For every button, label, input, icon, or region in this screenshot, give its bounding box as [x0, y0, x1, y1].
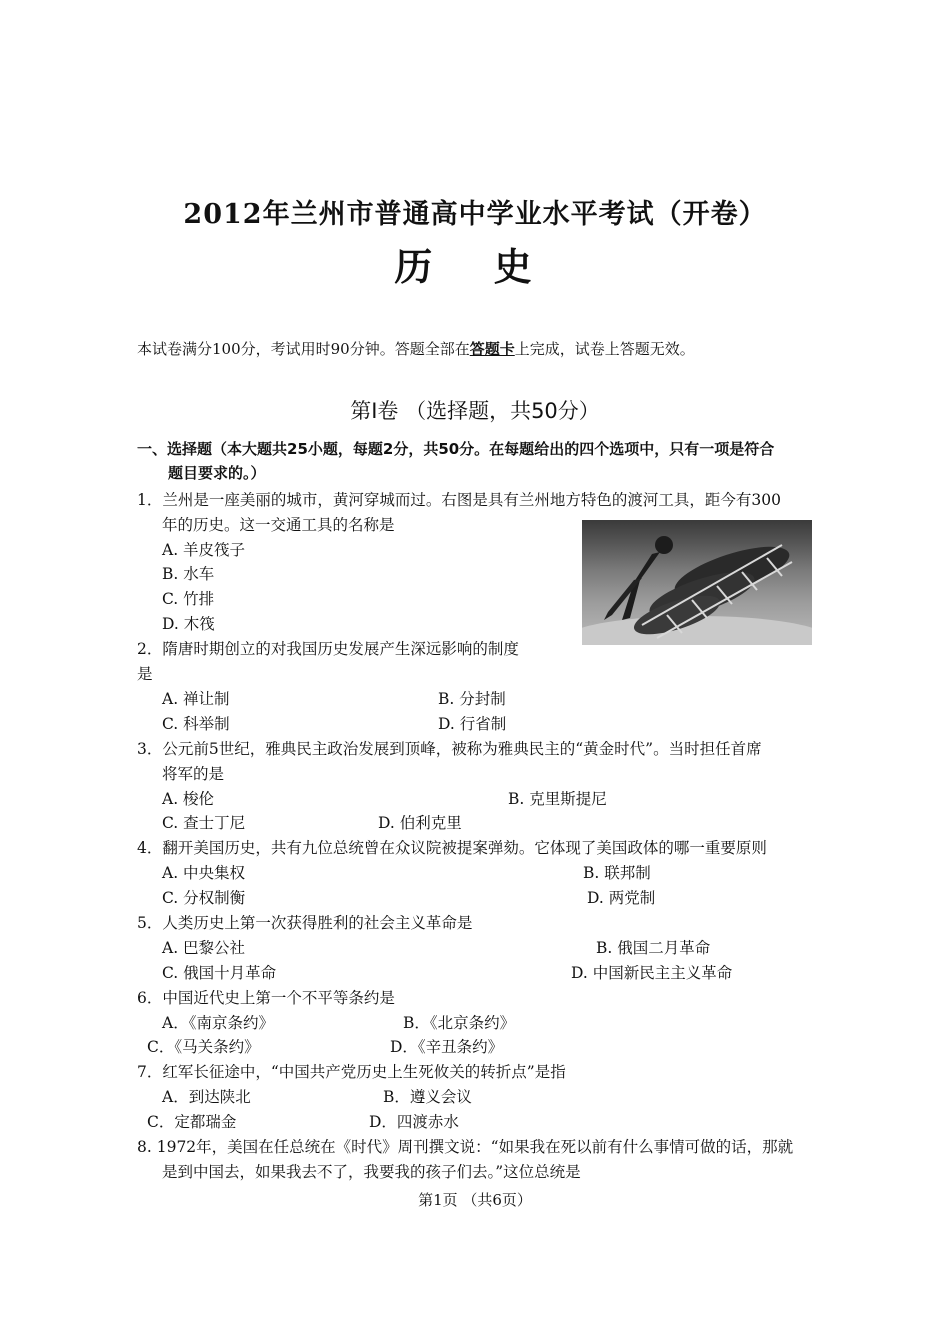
note-text-before: 本试卷满分100分，考试用时90分钟。答题全部在 [137, 340, 470, 358]
question-2-line1: 2．隋唐时期创立的对我国历史发展产生深远影响的制度 [137, 640, 519, 658]
question-5-option-a: A. 巴黎公社 [162, 939, 246, 957]
question-4-option-c: C. 分权制衡 [162, 889, 246, 907]
question-7-line1: 7．红军长征途中，“中国共产党历史上生死攸关的转折点”是指 [137, 1063, 566, 1081]
question-7-option-a: A．到达陕北 [162, 1088, 251, 1106]
question-7-option-d: D．四渡赤水 [369, 1113, 459, 1131]
question-3-option-b: B. 克里斯提尼 [508, 790, 607, 808]
question-3-line2: 将军的是 [162, 765, 225, 783]
question-6-option-d: D．《辛丑条约》 [390, 1038, 504, 1056]
question-6-option-b: B．《北京条约》 [403, 1014, 516, 1032]
question-6-line1: 6．中国近代史上第一个不平等条约是 [137, 989, 395, 1007]
raft-photo [582, 520, 812, 645]
note-answer-card: 答题卡 [469, 340, 515, 358]
note-text-after: 上完成，试卷上答题无效。 [514, 340, 695, 358]
question-3-option-a: A. 梭伦 [162, 790, 215, 808]
question-1-option-d: D. 木筏 [162, 615, 215, 633]
question-2-option-a: A. 禅让制 [162, 690, 230, 708]
question-6-option-a: A．《南京条约》 [162, 1014, 274, 1032]
question-6-option-c: C．《马关条约》 [147, 1038, 260, 1056]
section-title: 第Ⅰ卷 （选择题，共50分） [350, 399, 600, 423]
question-2-option-d: D. 行省制 [438, 715, 507, 733]
question-2-line2: 是 [137, 665, 153, 683]
question-3-line1: 3．公元前5世纪，雅典民主政治发展到顶峰，被称为雅典民主的“黄金时代”。当时担任首席 [137, 740, 762, 758]
exam-note [137, 338, 695, 359]
question-8-line2: 是到中国去，如果我去不了，我要我的孩子们去。”这位总统是 [162, 1163, 581, 1181]
question-1-option-a: A. 羊皮筏子 [162, 541, 246, 559]
question-5-option-c: C. 俄国十月革命 [162, 964, 277, 982]
question-2-option-c: C. 科举制 [162, 715, 230, 733]
exam-subject: 历 史 [394, 244, 556, 289]
question-4-option-b: B. 联邦制 [583, 864, 651, 882]
question-4-line1: 4．翻开美国历史，共有九位总统曾在众议院被提案弹劾。它体现了美国政体的哪一重要原则 [137, 839, 767, 857]
question-7-option-c: C．定都瑞金 [147, 1113, 237, 1131]
question-5-option-b: B. 俄国二月革命 [596, 939, 711, 957]
question-3-option-c: C. 查士丁尼 [162, 814, 246, 832]
question-4-option-d: D. 两党制 [587, 889, 656, 907]
question-5-option-d: D. 中国新民主主义革命 [571, 964, 733, 982]
raft-photo-illustration [582, 520, 812, 645]
question-7-option-b: B．遵义会议 [383, 1088, 472, 1106]
page-footer: 第1页 （共6页） [418, 1191, 532, 1209]
question-5-line1: 5．人类历史上第一次获得胜利的社会主义革命是 [137, 914, 473, 932]
question-1-line1: 1．兰州是一座美丽的城市，黄河穿城而过。右图是具有兰州地方特色的渡河工具，距今有300 [137, 491, 781, 509]
question-2-option-b: B. 分封制 [438, 690, 506, 708]
question-1-option-c: C. 竹排 [162, 590, 215, 608]
question-3-option-d: D. 伯利克里 [378, 814, 462, 832]
section-instruction-line1: 一、选择题（本大题共25小题，每题2分，共50分。在每题给出的四个选项中，只有一项是符合 [137, 440, 775, 458]
question-8-line1: 8. 1972年，美国在任总统在《时代》周刊撰文说：“如果我在死以前有什么事情可做的话，那就 [137, 1138, 794, 1156]
question-1-option-b: B. 水车 [162, 565, 215, 583]
question-1-line2: 年的历史。这一交通工具的名称是 [162, 516, 395, 534]
section-instruction-line2: 题目要求的。） [168, 464, 266, 482]
exam-title: 2012年兰州市普通高中学业水平考试（开卷） [183, 199, 767, 230]
question-4-option-a: A. 中央集权 [162, 864, 246, 882]
